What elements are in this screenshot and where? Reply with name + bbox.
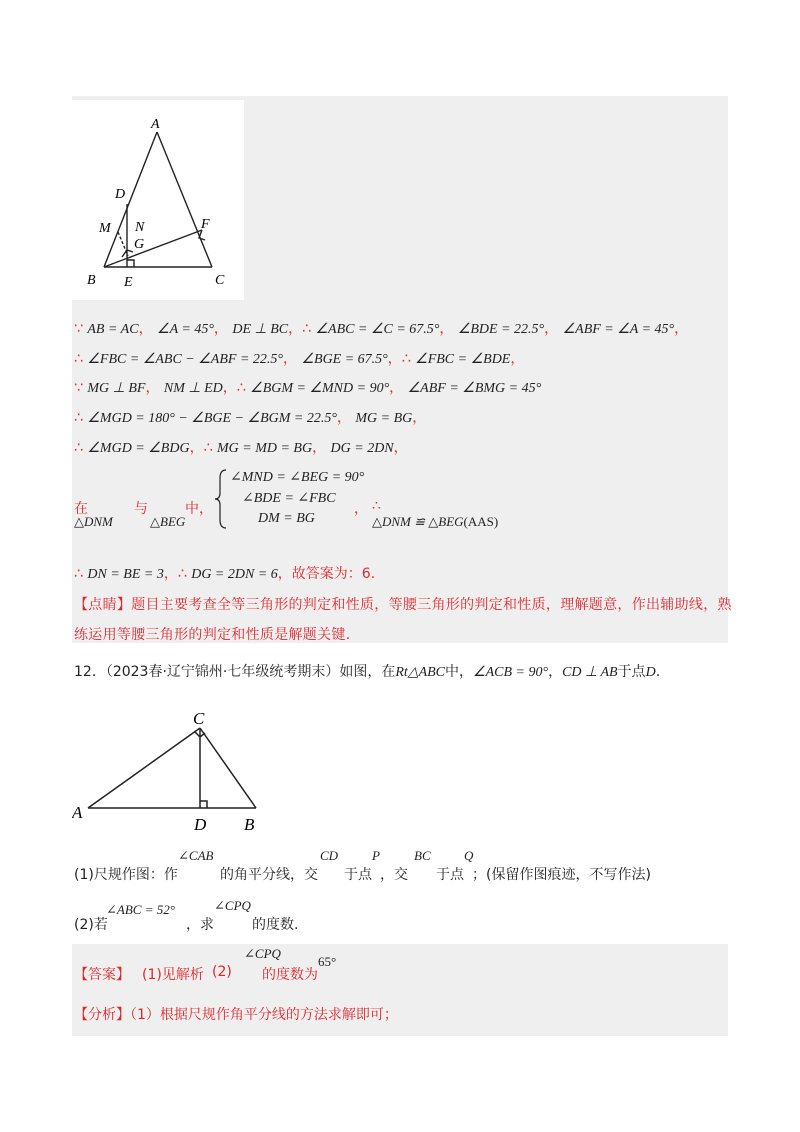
right-angle-E: [127, 260, 134, 267]
label-D: D: [115, 187, 126, 202]
dianjing-line-2: 练运用等腰三角形的判定和性质是解题关键.: [74, 627, 351, 643]
seg-AC: [88, 728, 200, 808]
label-C: C: [193, 709, 205, 728]
question-12: 12．（2023春·辽宁锦州·七年级统考期末）如图，在Rt△ABC中，∠ACB = 90°，CD ⊥ AB于点D.: [74, 664, 661, 680]
label-N: N: [135, 220, 145, 235]
comma-after-system: ，: [354, 501, 368, 517]
seg-BF: [104, 230, 202, 267]
label-M: M: [99, 221, 111, 236]
label-F: F: [201, 217, 210, 232]
figure1: [72, 100, 244, 300]
label-A: A: [151, 117, 160, 132]
answer-line: 【答案】 (1)见解析 (2) ∠CPQ 的度数为 65°: [74, 946, 337, 983]
part-2: (2)若 ∠ABC = 52° ，求 ∠CPQ 的度数.: [74, 898, 299, 933]
yu-label: 与: [134, 501, 148, 517]
dianjing-line-1: 【点睛】题目主要考查全等三角形的判定和性质，等腰三角形的判定和性质，理解题意，作出辅助线，熟: [74, 597, 732, 613]
zhong-label: 中，: [185, 501, 213, 517]
right-angle-D: [200, 801, 207, 808]
label-E: E: [124, 275, 133, 290]
system-brace: [214, 468, 228, 530]
seg-AB: [104, 132, 157, 267]
zai-label: 在: [74, 501, 88, 517]
cond-1: ∠MND = ∠BEG = 90°: [230, 470, 365, 485]
sol-line-2: ∴ ∠FBC = ∠ABC − ∠ABF = 22.5°， ∠BGE = 67.5°，∴ ∠FBC = ∠BDE，: [74, 351, 525, 367]
label-A: A: [72, 803, 83, 822]
sol-line-1: ∵ AB = AC， ∠A = 45°， DE ⊥ BC，∴ ∠ABC = ∠C = 67.5°， ∠BDE = 22.5°， ∠ABF = ∠A = 45°，: [74, 321, 689, 337]
cond-2: ∠BDE = ∠FBC: [242, 491, 336, 506]
label-G: G: [134, 237, 145, 252]
triangle-beg: △BEG: [150, 514, 186, 529]
sol-line-3: ∵ MG ⊥ BF， NM ⊥ ED，∴ ∠BGM = ∠MND = 90°， ∠ABF = ∠BMG = 45°: [74, 380, 542, 396]
label-B: B: [87, 273, 96, 288]
label-B: B: [244, 815, 255, 834]
sol-line-4: ∴ ∠MGD = 180° − ∠BGE − ∠BGM = 22.5°， MG = BG，: [74, 410, 427, 426]
sol-line-5: ∴ ∠MGD = ∠BDG，∴ MG = MD = BG， DG = 2DN，: [74, 440, 408, 456]
triangle-dnm: △DNM: [74, 514, 113, 529]
figure2: [72, 706, 282, 836]
seg-AC: [157, 132, 212, 267]
congruence-result: △DNM ≌ △BEG(AAS): [372, 514, 499, 529]
part-1: (1)尺规作图：作 ∠CAB 的角平分线，交 CD 于点 P ，交 BC 于点 Q ；(保留作图痕迹，不写作法): [74, 848, 651, 883]
cond-3: DM = BG: [258, 511, 315, 526]
therefore-congruent: ∴: [372, 498, 381, 514]
analysis-line: 【分析】（1）根据尺规作角平分线的方法求解即可；: [74, 1007, 398, 1023]
label-D: D: [194, 815, 207, 834]
sol-line-7: ∴ DN = BE = 3，∴ DG = 2DN = 6，故答案为：6.: [74, 566, 376, 582]
label-C: C: [215, 273, 225, 288]
seg-CB: [200, 728, 256, 808]
